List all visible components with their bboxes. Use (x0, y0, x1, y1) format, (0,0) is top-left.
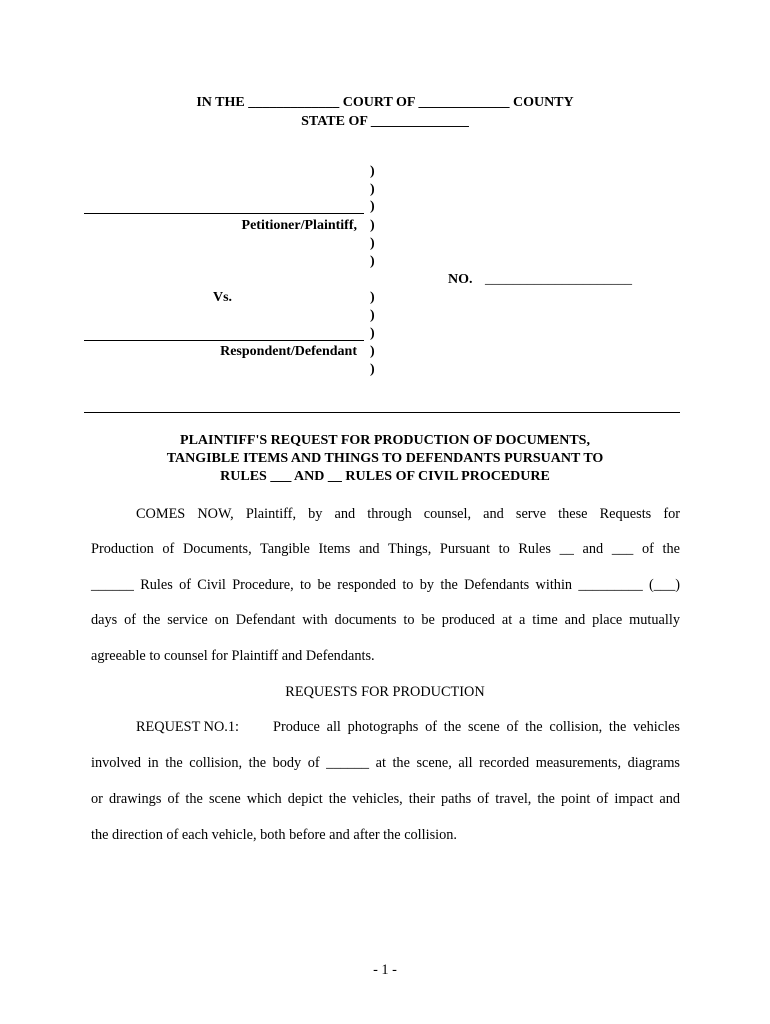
caption-paren: ) (370, 344, 375, 359)
request-text-line: Produce all photographs of the scene of the collision, the vehicles (273, 719, 680, 735)
intro-paragraph-line: agreeable to counsel for Plaintiff and Defendants. (91, 648, 375, 664)
caption-separator (84, 412, 680, 413)
respondent-name-line (84, 340, 364, 341)
versus-label: Vs. (213, 290, 233, 305)
caption-paren: ) (370, 308, 375, 323)
court-caption-line: IN THE _____________ COURT OF _____________ COUNTY (196, 95, 574, 110)
state-caption-line: STATE OF ______________ (301, 114, 469, 129)
intro-paragraph-line: COMES NOW, Plaintiff, by and through counsel, and serve these Requests for (136, 506, 680, 522)
request-number-label: REQUEST NO.1: (136, 719, 239, 735)
respondent-label: Respondent/Defendant (220, 344, 357, 359)
document-title-line: RULES ___ AND __ RULES OF CIVIL PROCEDURE (220, 469, 550, 484)
case-number-label: NO. (448, 272, 473, 287)
intro-paragraph-line: days of the service on Defendant with documents to be produced at a time and place mutually (91, 612, 680, 628)
intro-paragraph-line: ______ Rules of Civil Procedure, to be responded to by the Defendants within _________ (___) (91, 577, 680, 593)
petitioner-name-line (84, 213, 364, 214)
page-number: - 1 - (373, 962, 397, 978)
caption-paren: ) (370, 182, 375, 197)
request-text-line: or drawings of the scene which depict the vehicles, their paths of travel, the point of impact and (91, 791, 680, 807)
caption-paren: ) (370, 362, 375, 377)
caption-paren: ) (370, 254, 375, 269)
caption-paren: ) (370, 290, 375, 305)
section-heading: REQUESTS FOR PRODUCTION (285, 684, 485, 700)
petitioner-label: Petitioner/Plaintiff, (241, 218, 357, 233)
request-text-line: the direction of each vehicle, both before and after the collision. (91, 827, 458, 843)
caption-paren: ) (370, 199, 375, 214)
case-number-blank: _____________________ (485, 272, 632, 287)
document-title-line: PLAINTIFF'S REQUEST FOR PRODUCTION OF DOCUMENTS, (180, 433, 590, 448)
request-text-line: involved in the collision, the body of ______ at the scene, all recorded measurements, diagrams (91, 755, 680, 771)
caption-paren: ) (370, 218, 375, 233)
caption-paren: ) (370, 164, 375, 179)
caption-paren: ) (370, 236, 375, 251)
document-title-line: TANGIBLE ITEMS AND THINGS TO DEFENDANTS PURSUANT TO (166, 451, 604, 466)
intro-paragraph-line: Production of Documents, Tangible Items and Things, Pursuant to Rules __ and ___ of the (91, 541, 680, 557)
caption-paren: ) (370, 326, 375, 341)
